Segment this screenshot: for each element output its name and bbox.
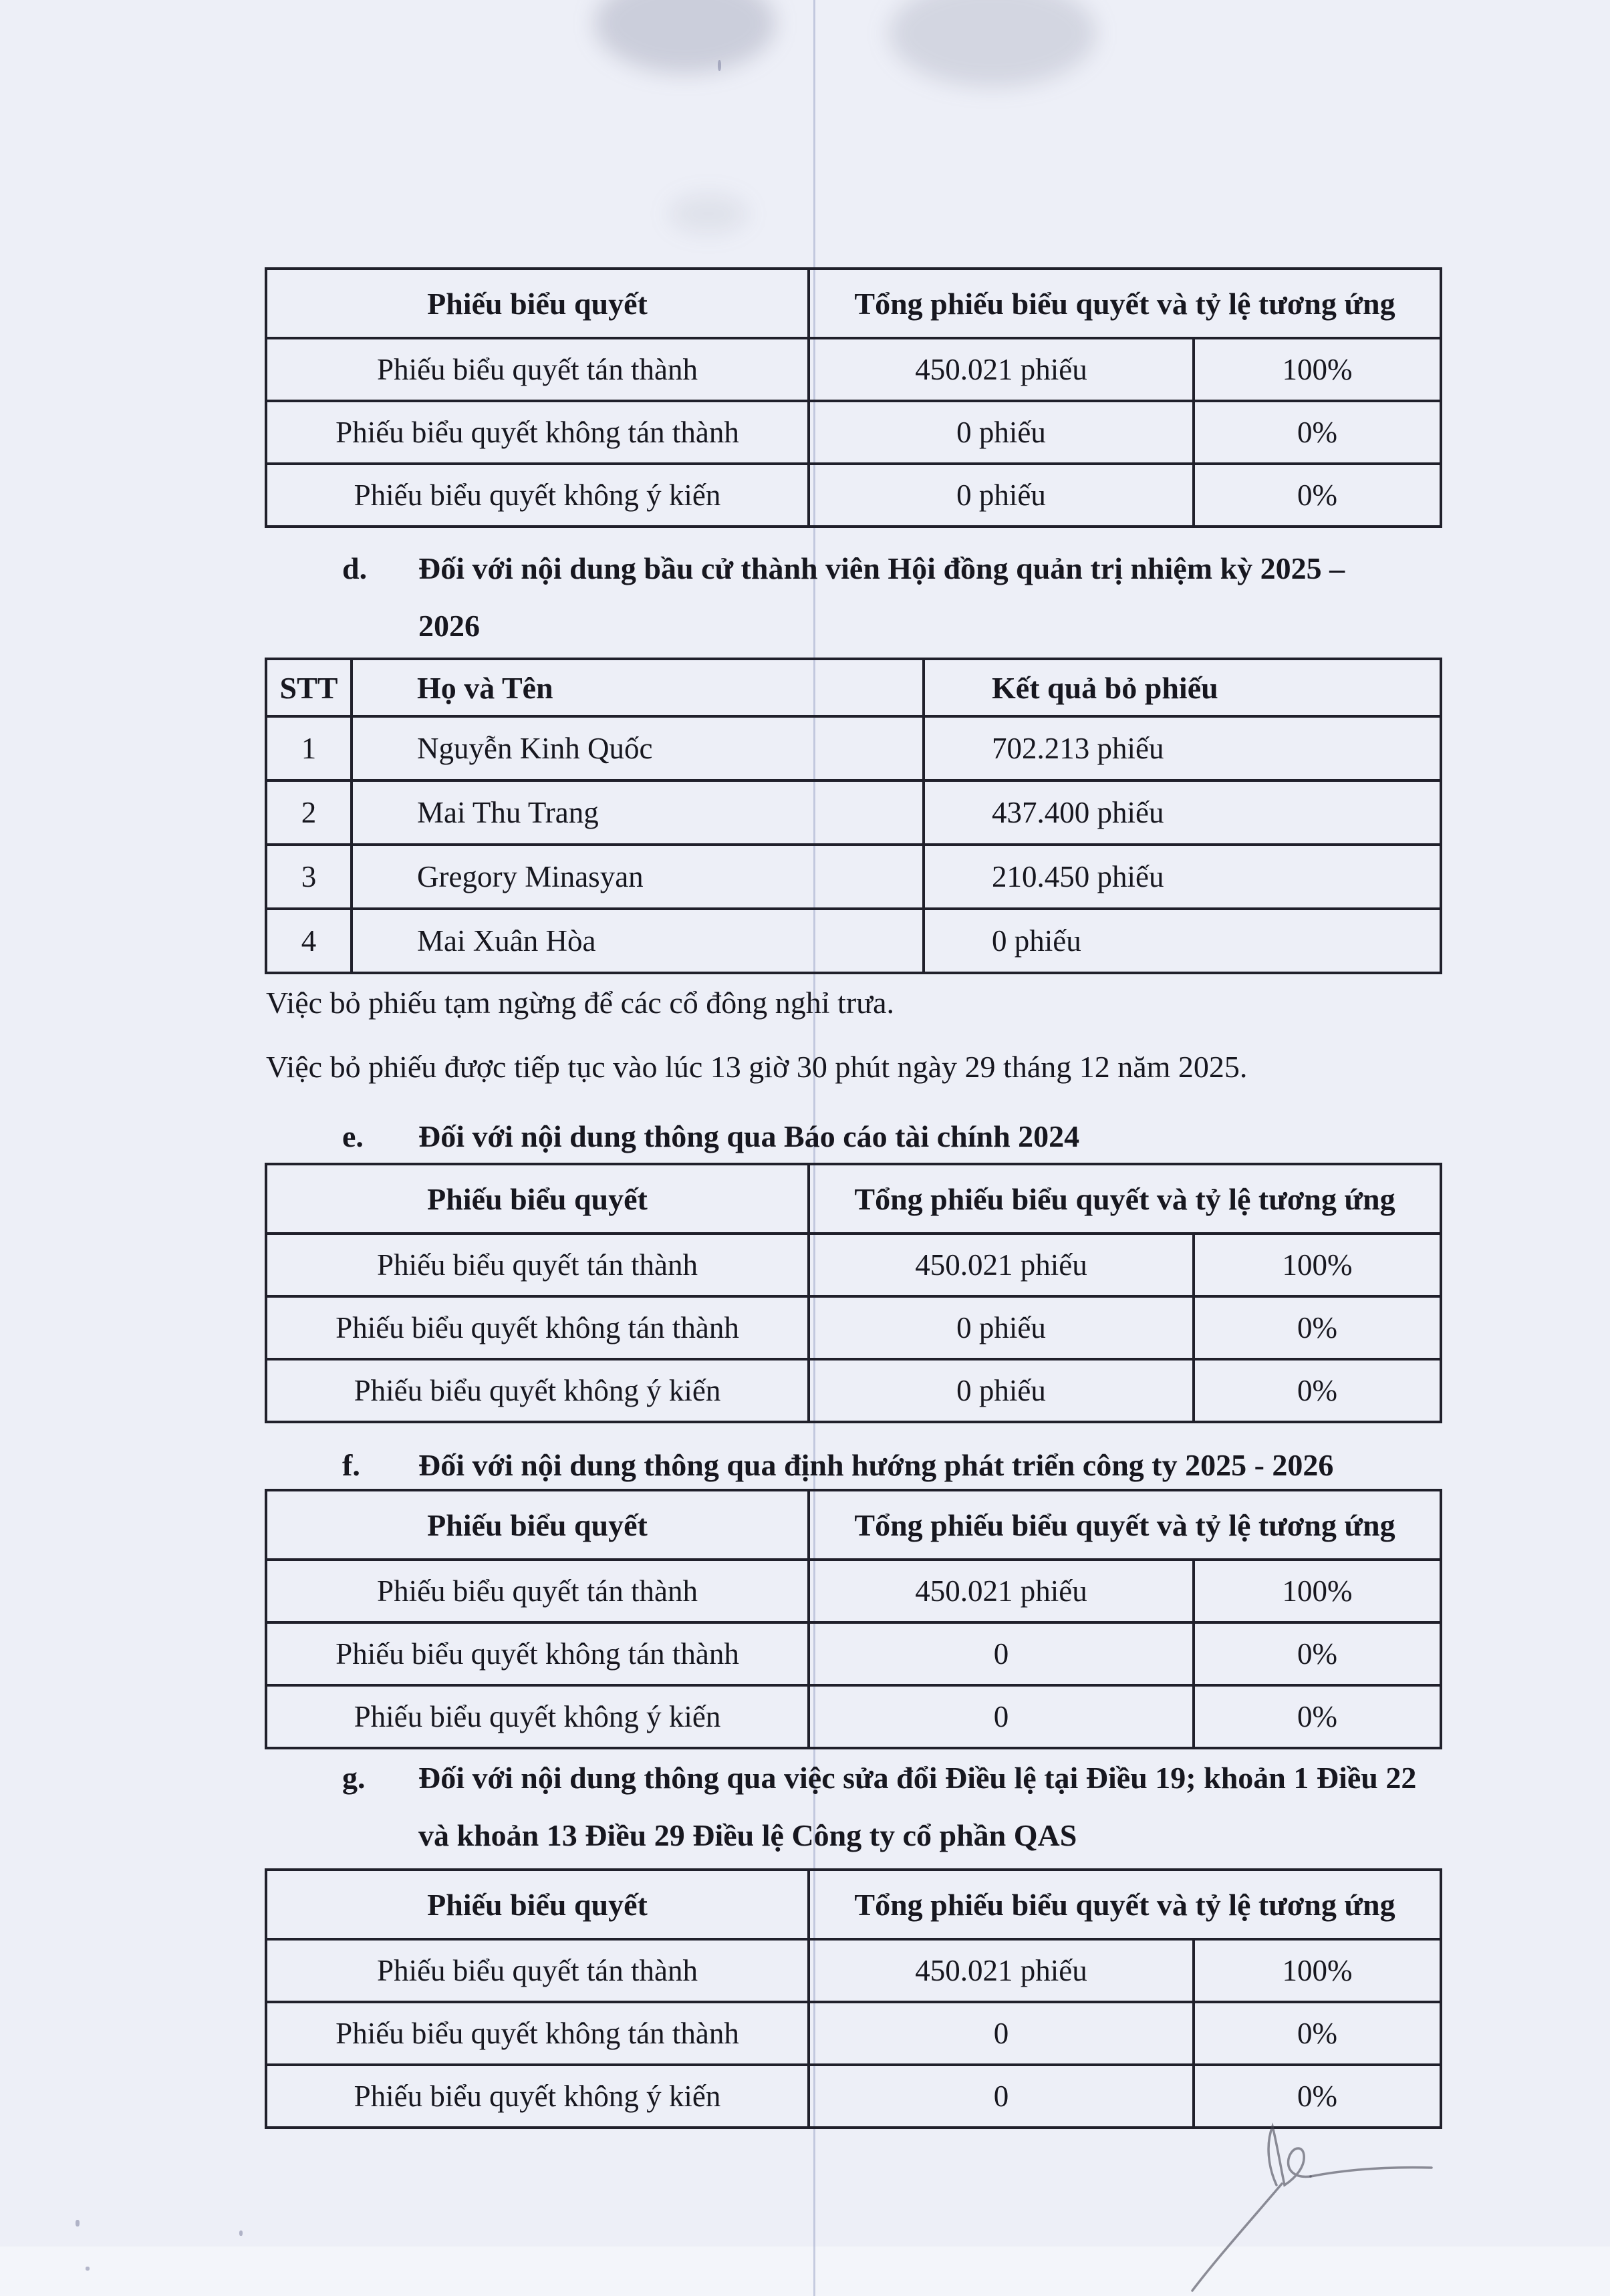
- ballot-percent: 0%: [1194, 1359, 1441, 1422]
- ballot-percent: 0%: [1194, 1296, 1441, 1359]
- ballot-label: Phiếu biểu quyết không ý kiến: [266, 1685, 809, 1748]
- ballot-percent: 0%: [1194, 2002, 1441, 2065]
- candidate-name: Gregory Minasyan: [352, 845, 924, 909]
- header-total-ratio: Tổng phiếu biểu quyết và tỷ lệ tương ứng: [809, 1490, 1441, 1560]
- scan-speck: [86, 2267, 90, 2271]
- table-row: [266, 1359, 1441, 1422]
- section-g-title: Đối với nội dung thông qua việc sửa đổi Điều lệ tại Điều 19; khoản 1 Điều 22 và khoản 13 Điều 29 Điều lệ Công ty cổ phần QAS: [418, 1761, 1417, 1852]
- ballot-votes: 0: [809, 2065, 1194, 2128]
- table-header-row: [266, 269, 1441, 338]
- scan-speck: [718, 60, 721, 71]
- vote-table-g: [265, 1868, 1442, 2129]
- table-row: [266, 1622, 1441, 1685]
- header-stt: STT: [266, 659, 352, 716]
- table-header-row: [266, 1164, 1441, 1234]
- table-row: [266, 1939, 1441, 2002]
- scan-speck: [239, 2231, 243, 2236]
- ballot-votes: 0: [809, 1685, 1194, 1748]
- header-ballot-type: Phiếu biểu quyết: [266, 269, 809, 338]
- table-header-row: [266, 1870, 1441, 1939]
- scan-speck: [76, 2220, 80, 2227]
- header-ballot-type: Phiếu biểu quyết: [266, 1870, 809, 1939]
- header-result: Kết quả bỏ phiếu: [924, 659, 1441, 716]
- scan-smudge: [889, 0, 1096, 87]
- section-d-heading: [342, 540, 1452, 655]
- scan-smudge: [595, 0, 775, 74]
- ballot-percent: 0%: [1194, 1685, 1441, 1748]
- scan-smudge: [668, 194, 749, 234]
- table-header-row: [266, 659, 1441, 716]
- ballot-label: Phiếu biểu quyết tán thành: [266, 1560, 809, 1622]
- ballot-label: Phiếu biểu quyết tán thành: [266, 338, 809, 401]
- header-ballot-type: Phiếu biểu quyết: [266, 1490, 809, 1560]
- candidate-index: 2: [266, 780, 352, 845]
- section-g-letter: g.: [342, 1761, 366, 1795]
- table-row: [266, 2002, 1441, 2065]
- table-row: [266, 909, 1441, 973]
- section-d-title: Đối với nội dung bầu cử thành viên Hội đồng quản trị nhiệm kỳ 2025 – 2026: [418, 551, 1345, 643]
- header-ballot-type: Phiếu biểu quyết: [266, 1164, 809, 1234]
- vote-table-e: [265, 1163, 1442, 1423]
- ballot-label: Phiếu biểu quyết không ý kiến: [266, 464, 809, 527]
- section-f-heading: [342, 1437, 1452, 1494]
- table-row: [266, 716, 1441, 780]
- ballot-votes: 450.021 phiếu: [809, 1939, 1194, 2002]
- candidate-name: Mai Xuân Hòa: [352, 909, 924, 973]
- table-row: [266, 1296, 1441, 1359]
- table-row: [266, 401, 1441, 464]
- section-g-heading: [342, 1749, 1452, 1864]
- candidate-name: Nguyễn Kinh Quốc: [352, 716, 924, 780]
- candidate-name: Mai Thu Trang: [352, 780, 924, 845]
- ballot-votes: 0 phiếu: [809, 464, 1194, 527]
- ballot-votes: 450.021 phiếu: [809, 338, 1194, 401]
- ballot-percent: 0%: [1194, 1622, 1441, 1685]
- ballot-label: Phiếu biểu quyết tán thành: [266, 1939, 809, 2002]
- table-row: [266, 780, 1441, 845]
- candidate-index: 3: [266, 845, 352, 909]
- candidate-result: 437.400 phiếu: [924, 780, 1441, 845]
- table-row: [266, 464, 1441, 527]
- ballot-label: Phiếu biểu quyết không ý kiến: [266, 1359, 809, 1422]
- candidate-result: 0 phiếu: [924, 909, 1441, 973]
- ballot-votes: 0: [809, 2002, 1194, 2065]
- ballot-label: Phiếu biểu quyết không tán thành: [266, 2002, 809, 2065]
- ballot-votes: 450.021 phiếu: [809, 1560, 1194, 1622]
- ballot-percent: 0%: [1194, 2065, 1441, 2128]
- section-f-title: Đối với nội dung thông qua định hướng phát triển công ty 2025 - 2026: [418, 1448, 1334, 1482]
- candidate-result: 210.450 phiếu: [924, 845, 1441, 909]
- candidate-index: 1: [266, 716, 352, 780]
- section-e-heading: [342, 1108, 1452, 1165]
- table-row: [266, 1560, 1441, 1622]
- vote-table-c: [265, 267, 1442, 528]
- vote-table-f: [265, 1489, 1442, 1749]
- ballot-label: Phiếu biểu quyết không tán thành: [266, 1296, 809, 1359]
- header-total-ratio: Tổng phiếu biểu quyết và tỷ lệ tương ứng: [809, 1164, 1441, 1234]
- paragraph-voting-paused: Việc bỏ phiếu tạm ngừng để các cổ đông nghỉ trưa.: [266, 986, 894, 1020]
- ballot-votes: 450.021 phiếu: [809, 1234, 1194, 1296]
- table-header-row: [266, 1490, 1441, 1560]
- paragraph-voting-resumed: Việc bỏ phiếu được tiếp tục vào lúc 13 giờ 30 phút ngày 29 tháng 12 năm 2025.: [266, 1050, 1248, 1084]
- section-e-title: Đối với nội dung thông qua Báo cáo tài chính 2024: [418, 1119, 1080, 1153]
- ballot-label: Phiếu biểu quyết không tán thành: [266, 401, 809, 464]
- header-total-ratio: Tổng phiếu biểu quyết và tỷ lệ tương ứng: [809, 269, 1441, 338]
- ballot-percent: 0%: [1194, 464, 1441, 527]
- header-total-ratio: Tổng phiếu biểu quyết và tỷ lệ tương ứng: [809, 1870, 1441, 1939]
- ballot-label: Phiếu biểu quyết tán thành: [266, 1234, 809, 1296]
- ballot-label: Phiếu biểu quyết không ý kiến: [266, 2065, 809, 2128]
- ballot-votes: 0 phiếu: [809, 1359, 1194, 1422]
- candidate-index: 4: [266, 909, 352, 973]
- candidates-table: [265, 658, 1442, 974]
- table-row: [266, 338, 1441, 401]
- candidate-result: 702.213 phiếu: [924, 716, 1441, 780]
- ballot-percent: 100%: [1194, 1560, 1441, 1622]
- handwritten-signature: [1183, 2118, 1450, 2296]
- ballot-percent: 100%: [1194, 1234, 1441, 1296]
- ballot-percent: 0%: [1194, 401, 1441, 464]
- section-f-letter: f.: [342, 1448, 360, 1482]
- header-name: Họ và Tên: [352, 659, 924, 716]
- ballot-votes: 0: [809, 1622, 1194, 1685]
- ballot-percent: 100%: [1194, 338, 1441, 401]
- section-d-letter: d.: [342, 551, 368, 585]
- table-row: [266, 845, 1441, 909]
- table-row: [266, 1685, 1441, 1748]
- table-row: [266, 1234, 1441, 1296]
- section-e-letter: e.: [342, 1119, 364, 1153]
- ballot-label: Phiếu biểu quyết không tán thành: [266, 1622, 809, 1685]
- ballot-percent: 100%: [1194, 1939, 1441, 2002]
- ballot-votes: 0 phiếu: [809, 401, 1194, 464]
- ballot-votes: 0 phiếu: [809, 1296, 1194, 1359]
